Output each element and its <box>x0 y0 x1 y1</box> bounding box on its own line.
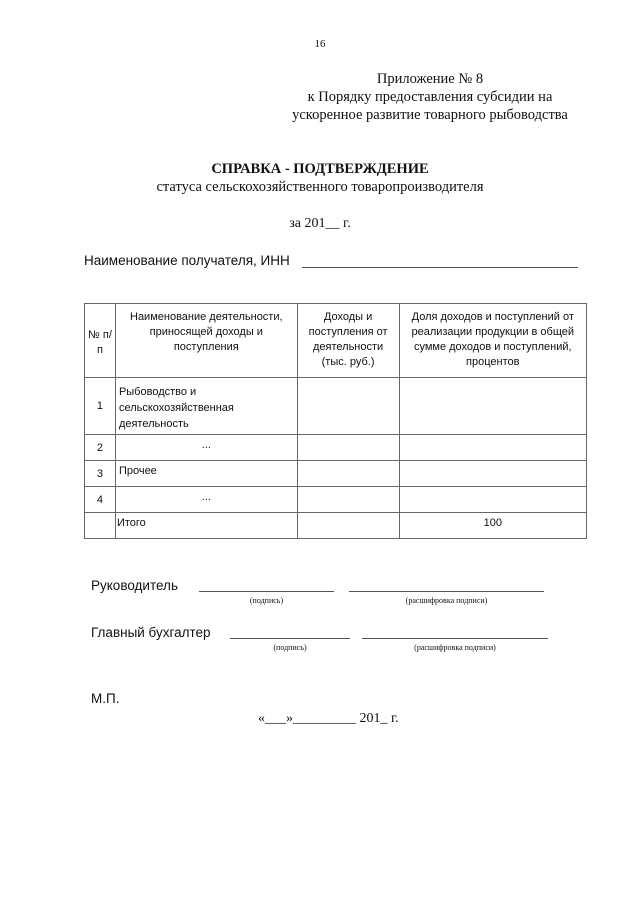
date-line: «___»_________ 201_ г. <box>258 711 399 726</box>
document-subtitle: статуса сельскохозяйственного товаропроизводителя <box>156 179 484 195</box>
total-income <box>297 513 399 539</box>
appendix-line-3: ускоренное развитие товарного рыбоводства <box>292 107 568 123</box>
header-num: № п/п <box>85 304 116 378</box>
row-num: 4 <box>85 487 116 513</box>
header-share: Доля доходов и поступлений от реализации продукции в общей сумме доходов и поступлений, процентов <box>399 304 586 378</box>
row-activity: ... <box>115 435 297 461</box>
row-share <box>399 435 586 461</box>
accountant-signature-label: Главный бухгалтер <box>91 625 211 640</box>
page-number: 16 <box>314 38 326 50</box>
document-title: СПРАВКА - ПОДТВЕРЖДЕНИЕ <box>211 161 429 177</box>
head-signature-caption: (подпись) <box>249 596 284 605</box>
income-table <box>84 303 587 539</box>
accountant-decode-line <box>362 638 548 639</box>
table-row <box>85 435 587 461</box>
header-income: Доходы и поступления от деятельности (тыс. руб.) <box>297 304 399 378</box>
row-income <box>297 378 399 435</box>
row-income <box>297 435 399 461</box>
row-num <box>85 513 116 539</box>
table-row <box>85 378 587 435</box>
row-income <box>297 487 399 513</box>
head-decode-line <box>349 591 544 592</box>
row-activity: Рыбоводство и сельскохозяйственная деятельность <box>115 378 297 435</box>
total-label: Итого <box>115 513 297 539</box>
table-header-row <box>85 304 587 378</box>
head-decode-caption: (расшифровка подписи) <box>405 596 488 605</box>
header-activity: Наименование деятельности, приносящей доходы и поступления <box>115 304 297 378</box>
table-row <box>85 461 587 487</box>
head-signature-line <box>199 591 334 592</box>
table-total-row <box>85 513 587 539</box>
row-share <box>399 461 586 487</box>
head-signature-label: Руководитель <box>91 578 178 593</box>
document-title-block <box>100 160 540 196</box>
row-income <box>297 461 399 487</box>
appendix-line-2: к Порядку предоставления субсидии на <box>307 89 553 105</box>
row-num: 3 <box>85 461 116 487</box>
row-share <box>399 378 586 435</box>
row-activity: Прочее <box>115 461 297 487</box>
recipient-label: Наименование получателя, ИНН <box>84 253 290 268</box>
appendix-line-1: Приложение № 8 <box>376 71 484 87</box>
row-num: 1 <box>85 378 116 435</box>
recipient-field-line <box>302 267 578 268</box>
stamp-place: М.П. <box>91 691 120 706</box>
accountant-signature-caption: (подпись) <box>273 643 307 652</box>
row-num: 2 <box>85 435 116 461</box>
table-row <box>85 487 587 513</box>
report-year: за 201__ г. <box>289 216 351 231</box>
appendix-reference <box>280 70 580 124</box>
accountant-signature-line <box>230 638 350 639</box>
row-activity: ... <box>115 487 297 513</box>
accountant-decode-caption: (расшифровка подписи) <box>414 643 496 652</box>
row-share <box>399 487 586 513</box>
total-share: 100 <box>399 513 586 539</box>
